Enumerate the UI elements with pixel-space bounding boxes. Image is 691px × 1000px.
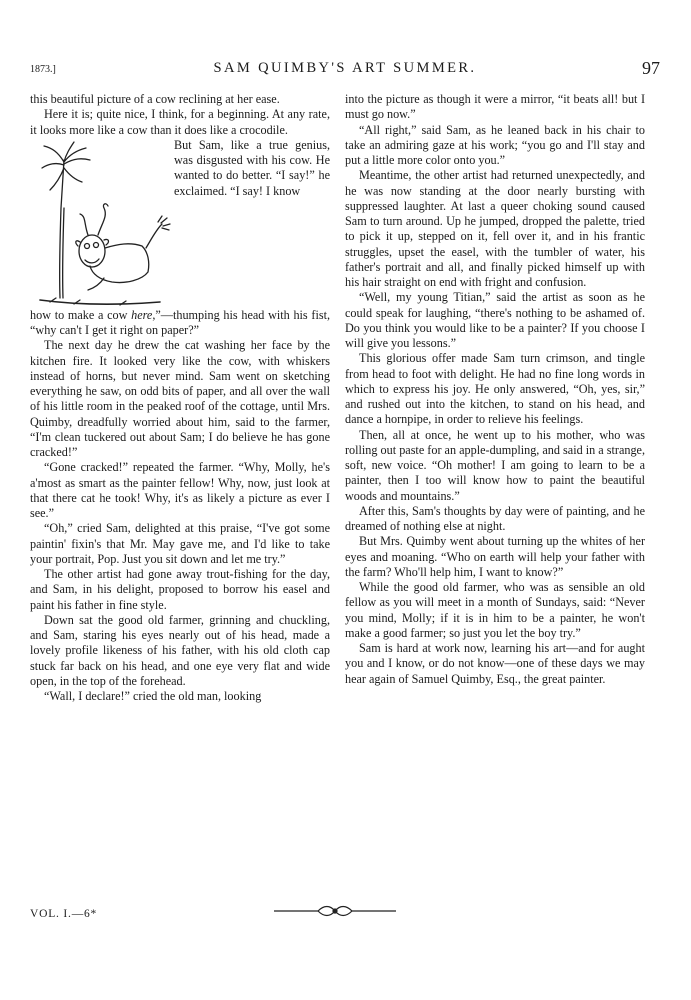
paragraph: Here it is; quite nice, I think, for a beginning. At any rate, it looks more like a cow than it does like a crocodile.	[30, 107, 330, 137]
paragraph: “Gone cracked!” repeated the farmer. “Why, Molly, he's a'most as smart as the painter fellow! Why, now, just look at that there cat he took! Why, it's as likely a picture as ever I see.”	[30, 460, 330, 520]
cow-drawing-illustration	[30, 138, 174, 308]
paragraph-beside-illustration: But Sam, like a true genius, was disgusted with his cow. He wanted to do better. “I say!” he exclaimed. “I say! I know	[174, 137, 330, 198]
page-number: 97	[642, 58, 660, 78]
paragraph: this beautiful picture of a cow reclining at her ease.	[30, 92, 280, 106]
paragraph: This glorious offer made Sam turn crimson, and tingle from head to foot with delight. He had no fine long words in which to express his joy. He only answered, “Oh, yes, sir,” and rushed out into the kitchen, to stand on his head, and dance a hornpipe, in order to relieve his feelings.	[345, 351, 645, 427]
paragraph: Down sat the good old farmer, grinning and chuckling, and Sam, staring his eyes nearly out of his head, made a lovely profile likeness of his father, with his old cloth cap stuck far back on his head, and one eye very flat and wide open, in the top of the forehead.	[30, 612, 330, 688]
right-column	[345, 92, 645, 687]
paragraph: The next day he drew the cat washing her face by the kitchen fire. It looked very like the cow, with whiskers instead of horns, but never mind. Sam went on sketching everything he saw, on odd bits of paper, and all over the wall of his little room in the peaked roof of the cottage, until Mrs. Quimby, dreadfully worried about him, said to the farmer, “I'm clean tuckered out about Sam; I do believe he has gone cracked!”	[30, 338, 330, 459]
paragraph: Sam is hard at work now, learning his art—and for aught you and I know, or do not know—one of these days we may hear again of Samuel Quimby, Esq., the great painter.	[345, 641, 645, 686]
paragraph: After this, Sam's thoughts by day were of painting, and he dreamed of nothing else at night.	[345, 503, 645, 533]
illustration-block	[30, 138, 330, 308]
running-header	[30, 58, 660, 82]
paragraph: “Oh,” cried Sam, delighted at this praise, “I've got some paintin' fixin's that Mr. May gave me, and I'd like to take your portrait, Pop. Just you sit down and let me try.”	[30, 521, 330, 566]
emphasized-word: here	[131, 307, 153, 322]
paragraph: But Mrs. Quimby went about turning up the whites of her eyes and moaning. “Who on earth will help your father with the farm? Who'll help him, I want to know?”	[345, 534, 645, 579]
paragraph: The other artist had gone away trout-fishing for the day, and Sam, in his delight, proposed to borrow his easel and paint his father in fine style.	[30, 567, 330, 612]
paragraph: While the good old farmer, who was as sensible an old fellow as you will meet in a month of Sundays, said: “Never you mind, Molly; if it is in him to be a painter, he won't make a good farmer; so just you let the boy try.”	[345, 580, 645, 640]
paragraph: “Wall, I declare!” cried the old man, looking	[44, 689, 262, 703]
header-year: 1873.]	[30, 64, 56, 75]
paragraph: Meantime, the other artist had returned unexpectedly, and he was now standing at the door nearly bursting with suppressed laughter. At last a queer choking sound caused Sam to turn around. Up he jumped, dropped the palette, tried to pick it up, stepped on it, fell over it, and in his frantic struggles, upset the easel, with the tumbler of water, his father's portrait and all, and finally picked himself up with his hair straight on end with fright and confusion.	[345, 168, 645, 289]
header-title: SAM QUIMBY'S ART SUMMER.	[213, 60, 477, 76]
paragraph: Then, all at once, he went up to his mother, who was rolling out paste for an apple-dumpling, and said in a strange, soft, new voice. “Oh mother! I am going to learn to be a painter, then I too will know how to paint the beautiful woods and mountains.”	[345, 427, 645, 503]
end-ornament-icon	[270, 900, 400, 922]
paragraph: “Well, my young Titian,” said the artist as soon as he could speak for laughing, “there's nothing to be ashamed of. Do you think you would like to be a painter? If you choose I will give you lessons.”	[345, 290, 645, 350]
signature-mark: VOL. I.—6*	[30, 908, 98, 920]
left-column	[30, 92, 330, 704]
paragraph: into the picture as though it were a mirror, “it beats all! but I must go now.”	[345, 92, 645, 122]
paragraph: how to make a cow here,”—thumping his head with his fist, “why can't I get it right on paper?”	[30, 307, 331, 337]
paragraph: “All right,” said Sam, as he leaned back in his chair to take an admiring gaze at his work; “you go and I'll stay and put a little more color onto you.”	[345, 122, 645, 167]
